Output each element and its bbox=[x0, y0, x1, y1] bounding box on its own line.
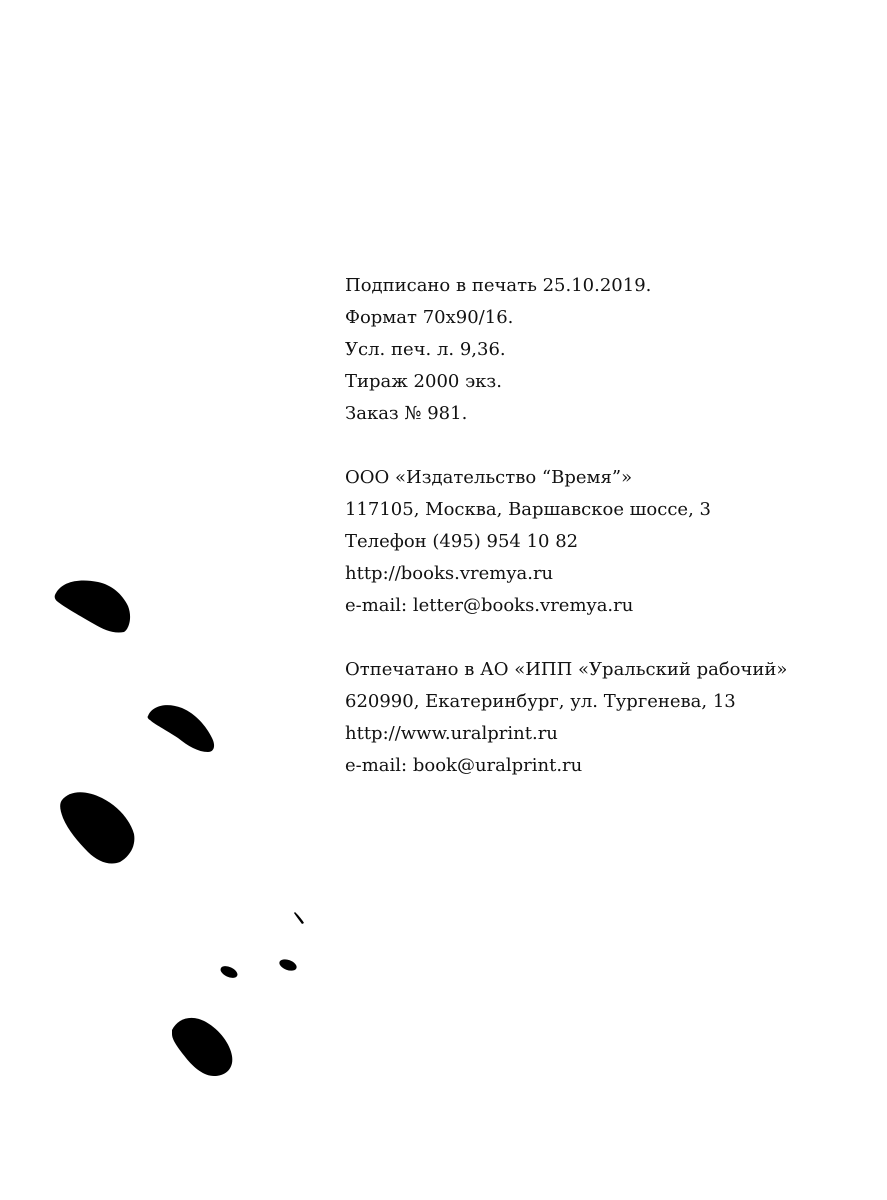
footprint-mark bbox=[55, 580, 130, 632]
printer-address: 620990, Екатеринбург, ул. Тургенева, 13 bbox=[345, 691, 736, 712]
printer-block bbox=[345, 654, 865, 782]
printer-website: http://www.uralprint.ru bbox=[345, 723, 558, 744]
ink-speck bbox=[219, 964, 240, 981]
publisher-block bbox=[345, 462, 865, 622]
footprint-mark bbox=[172, 1018, 232, 1076]
print-info-block bbox=[345, 270, 865, 430]
colophon bbox=[345, 270, 865, 782]
footprint-mark bbox=[60, 792, 134, 863]
format-line: Формат 70х90/16. bbox=[345, 307, 514, 328]
print-run-line: Тираж 2000 экз. bbox=[345, 371, 502, 392]
printed-sheets-line: Усл. печ. л. 9,36. bbox=[345, 339, 506, 360]
publisher-website: http://books.vremya.ru bbox=[345, 563, 554, 584]
ink-speck bbox=[278, 957, 298, 973]
publisher-address: 117105, Москва, Варшавское шоссе, 3 bbox=[345, 499, 711, 520]
printer-name: Отпечатано в АО «ИПП «Уральский рабочий» bbox=[345, 659, 788, 680]
footprint-mark bbox=[148, 705, 214, 752]
publisher-phone: Телефон (495) 954 10 82 bbox=[345, 531, 579, 552]
order-number-line: Заказ № 981. bbox=[345, 403, 468, 424]
signed-to-print-line: Подписано в печать 25.10.2019. bbox=[345, 275, 652, 296]
ink-speck bbox=[294, 912, 304, 924]
publisher-email: e-mail: letter@books.vremya.ru bbox=[345, 595, 634, 616]
publisher-name: ООО «Издательство “Время”» bbox=[345, 467, 633, 488]
printer-email: e-mail: book@uralprint.ru bbox=[345, 755, 583, 776]
